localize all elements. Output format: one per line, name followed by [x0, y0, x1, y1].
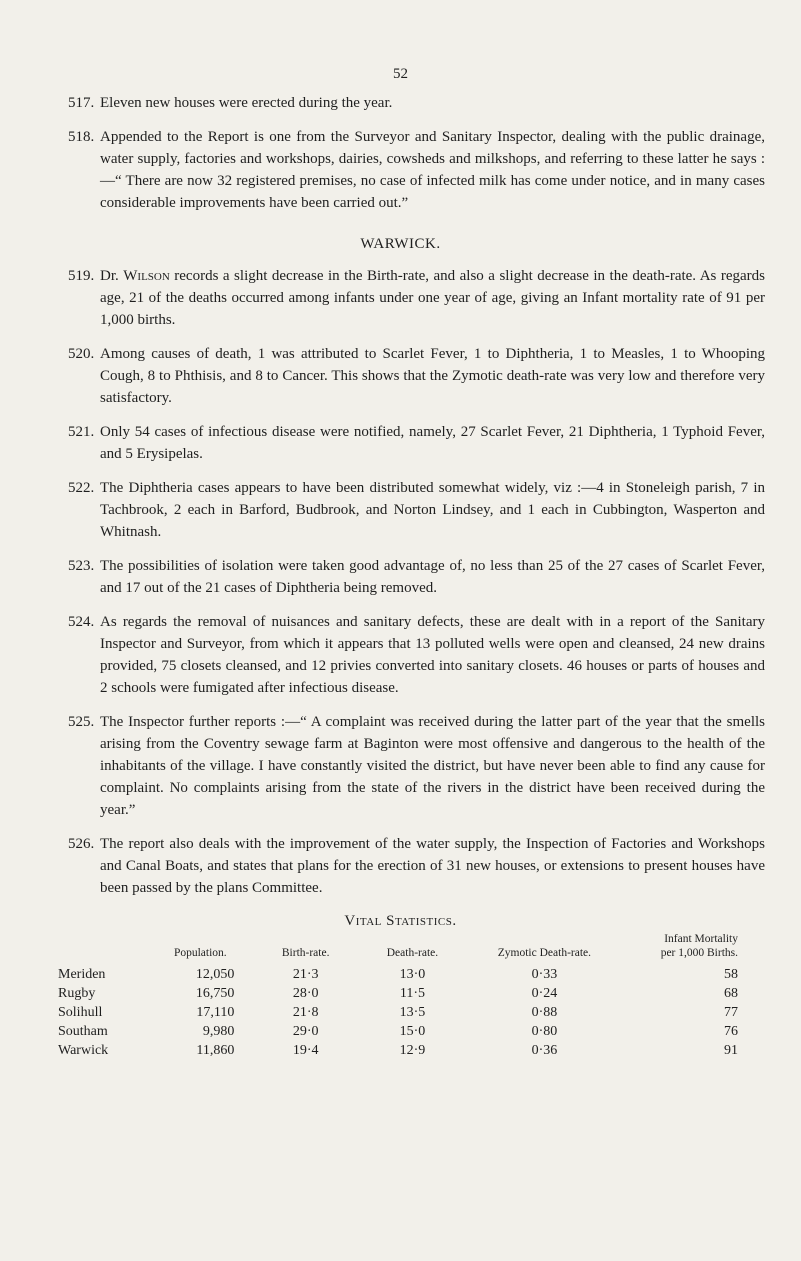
cell-birth-rate: 19·4 — [292, 1043, 319, 1058]
cell-population: 17,110 — [196, 1005, 235, 1020]
header-infant-line2: per 1,000 Births. — [660, 947, 738, 959]
cell-population: 16,750 — [195, 986, 235, 1001]
paragraph-text: The possibilities of isolation were taken good advantage of, no less than 25 of the 27 cases of Scarlet Fever, and 17 out of the 21 cases of Diphtheria being removed. — [100, 558, 765, 596]
table-row — [58, 1022, 738, 1041]
cell-death-rate: 13·5 — [399, 1005, 426, 1020]
paragraph-text: Only 54 cases of infectious disease were notified, namely, 27 Scarlet Fever, 21 Diphtheria, 1 Typhoid Fever, and 5 Erysipelas. — [100, 424, 765, 462]
cell-infant-mortality: 76 — [724, 1024, 738, 1039]
cell-infant-mortality: 91 — [724, 1043, 738, 1058]
paragraph-text: The report also deals with the improvement of the water supply, the Inspection of Factories and Workshops and Canal Boats, and states that plans for the erection of 31 new houses, or extensions to present houses have been passed by the plans Committee. — [100, 836, 765, 896]
table-title: Vital Statistics. — [344, 913, 457, 929]
table-row — [58, 965, 738, 984]
paragraph-text: Appended to the Report is one from the Surveyor and Sanitary Inspector, dealing with the public drainage, water supply, factories and workshops, dairies, cowsheds and milkshops, and referring to these latter he says :—“ There are now 32 registered premises, no case of infected milk has come under notice, and in many cases considerable improvements have been carried out.” — [100, 129, 765, 211]
header-death-rate: Death-rate. — [386, 947, 439, 959]
cell-birth-rate: 21·8 — [292, 1005, 319, 1020]
paragraph-number: 520. — [68, 346, 95, 362]
section-heading: WARWICK. — [360, 236, 441, 252]
table-row — [58, 984, 738, 1003]
cell-place: Solihull — [58, 1005, 103, 1020]
cell-population: 11,860 — [196, 1043, 235, 1058]
table-header-row — [58, 932, 738, 965]
paragraph-prefix: Dr. — [100, 268, 124, 284]
cell-death-rate: 11·5 — [399, 986, 426, 1001]
cell-birth-rate: 21·3 — [292, 967, 319, 982]
cell-death-rate: 15·0 — [399, 1024, 426, 1039]
cell-population: 12,050 — [195, 967, 235, 982]
paragraph-517 — [68, 92, 765, 114]
paragraph-number: 524. — [68, 614, 95, 630]
header-zymotic-death-rate: Zymotic Death-rate. — [497, 947, 592, 959]
cell-zymotic: 0·24 — [531, 986, 558, 1001]
paragraph-number: 523. — [68, 558, 95, 574]
paragraph-526 — [68, 833, 765, 899]
paragraph-text: The Diphtheria cases appears to have been distributed somewhat widely, viz :—4 in Stoneleigh parish, 7 in Tachbrook, 2 each in Barford, Budbrook, and Norton Lindsey, and 1 each in Cubbington, Wasperton and Whitnash. — [100, 480, 765, 540]
header-birth-rate: Birth-rate. — [281, 947, 330, 959]
cell-birth-rate: 28·0 — [292, 986, 319, 1001]
cell-place: Rugby — [58, 986, 96, 1001]
paragraph-518 — [68, 126, 765, 214]
paragraph-text: records a slight decrease in the Birth-rate, and also a slight decrease in the death-rate. As regards age, 21 of the deaths occurred among infants under one year of age, giving an Infant mortality rate of 91 per 1,000 births. — [100, 268, 766, 328]
table-row — [58, 1003, 738, 1022]
paragraph-520 — [68, 343, 765, 409]
paragraph-text: As regards the removal of nuisances and sanitary defects, these are dealt with in a report of the Sanitary Inspector and Surveyor, from which it appears that 13 polluted wells were open and cleansed, 24 new drains provided, 75 closets cleansed, and 12 privies converted into sanitary closets. 46 houses or parts of houses and 2 schools were fumigated after infectious disease. — [100, 614, 765, 696]
paragraph-521 — [68, 421, 765, 465]
paragraph-text: The Inspector further reports :—“ A complaint was received during the latter part of the year that the smells arising from the Coventry sewage farm at Baginton were most offensive and dangerous to the health of the inhabitants of the village. I have constantly visited the district, but have never been able to find any cause for complaint. No complaints arising from the state of the rivers in the district have been received during the year.” — [100, 714, 765, 818]
paragraph-number: 525. — [68, 714, 95, 730]
table-row — [58, 1041, 738, 1060]
paragraph-text: Eleven new houses were erected during the year. — [100, 95, 393, 111]
vital-statistics-table — [58, 932, 738, 1060]
paragraph-number: 521. — [68, 424, 95, 440]
paragraph-number: 518. — [68, 129, 95, 145]
cell-infant-mortality: 58 — [724, 967, 738, 982]
paragraph-number: 522. — [68, 480, 95, 496]
header-population: Population. — [173, 947, 227, 959]
cell-zymotic: 0·80 — [531, 1024, 558, 1039]
paragraph-523 — [68, 555, 765, 599]
cell-population: 9,980 — [202, 1024, 235, 1039]
header-place — [58, 932, 148, 965]
header-infant-line1: Infant Mortality — [664, 933, 738, 945]
cell-zymotic: 0·88 — [531, 1005, 558, 1020]
cell-infant-mortality: 68 — [724, 986, 738, 1001]
cell-zymotic: 0·36 — [531, 1043, 558, 1058]
cell-place: Warwick — [58, 1043, 109, 1058]
cell-place: Southam — [58, 1024, 108, 1039]
paragraph-number: 519. — [68, 268, 95, 284]
cell-infant-mortality: 77 — [724, 1005, 738, 1020]
paragraph-text: Among causes of death, 1 was attributed to Scarlet Fever, 1 to Diphtheria, 1 to Measles, 1 to Whooping Cough, 8 to Phthisis, and 8 to Cancer. This shows that the Zymotic death-rate was very low and therefore very satisfactory. — [100, 346, 765, 406]
author-name: Wilson — [123, 268, 170, 284]
cell-zymotic: 0·33 — [531, 967, 558, 982]
paragraph-number: 517. — [68, 95, 95, 111]
header-infant-mortality — [623, 932, 738, 965]
cell-death-rate: 13·0 — [399, 967, 426, 982]
paragraph-524 — [68, 611, 765, 699]
paragraph-519 — [68, 265, 765, 331]
cell-place: Meriden — [58, 967, 106, 982]
paragraph-522 — [68, 477, 765, 543]
paragraph-number: 526. — [68, 836, 95, 852]
paragraph-525 — [68, 711, 765, 821]
cell-birth-rate: 29·0 — [292, 1024, 319, 1039]
cell-death-rate: 12·9 — [399, 1043, 426, 1058]
page-number: 52 — [393, 66, 408, 82]
